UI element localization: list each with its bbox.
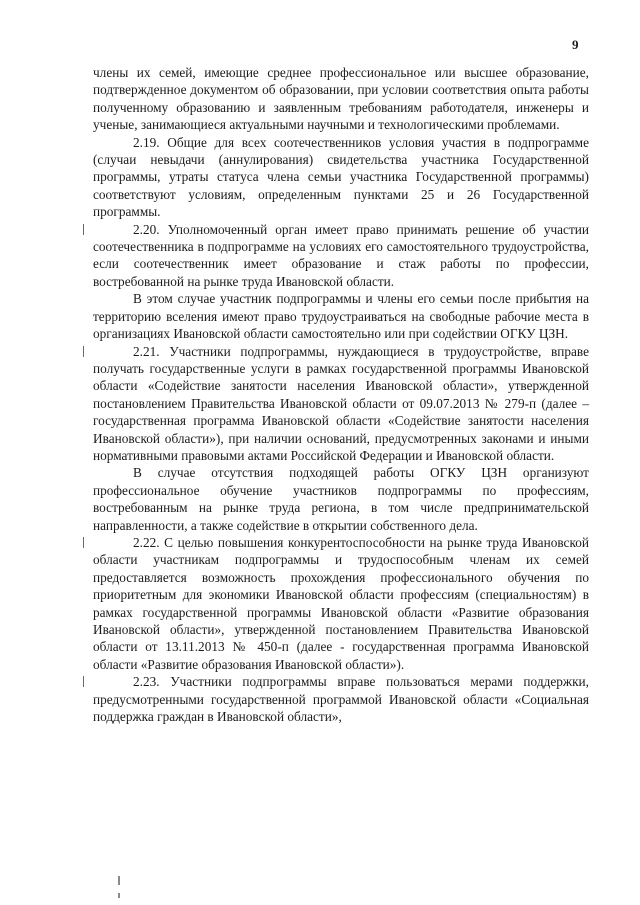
margin-mark xyxy=(83,537,84,548)
paragraph-2-21-continued: В случае отсутствия подходящей работы ОГКУ ЦЗН организуют профессиональное обучение участников подпрограммы по профессиям, востребованным на рынке труда региона, в том числе предпринимательской направленности, а также содействие в открытии собственного дела. xyxy=(93,465,589,533)
paragraph-2-20-continued: В этом случае участник подпрограммы и члены его семьи после прибытия на территорию вселения имеют право трудоустраиваться на свободные рабочие места в организациях Ивановской области самостоятельно или при содействии ОГКУ ЦЗН. xyxy=(93,291,589,342)
paragraph-2-21-wrapper xyxy=(93,343,589,465)
paragraph-2-20: 2.20. Уполномоченный орган имеет право принимать решение об участии соотечественника в подпрограмме на условиях его самостоятельного трудоустройства, если соотечественник имеет образование и стаж работы по профессии, востребованной на рынке труда Ивановской области. xyxy=(93,221,589,289)
page-number: 9 xyxy=(572,37,579,52)
paragraph-2-20-wrapper xyxy=(93,221,589,291)
paragraph-2-23: 2.23. Участники подпрограммы вправе пользоваться мерами поддержки, предусмотренными государственной программой Ивановской области «Социальная поддержка граждан в Ивановской области», xyxy=(93,674,589,725)
margin-mark xyxy=(118,893,120,898)
paragraph-2-21: 2.21. Участники подпрограммы, нуждающиеся в трудоустройстве, вправе получать государственные услуги в рамках государственной программы Ивановской области «Содействие занятости населения Ивановской области», утвержденной постановлением Правительства Ивановской области от 09.07.2013 № 279-п (далее – государственная программа Ивановской области «Содействие занятости населения Ивановской области»), при наличии оснований, предусмотренных законами и иными нормативными правовыми актами Российской Федерации и Ивановской области. xyxy=(93,343,589,463)
paragraph-continuation: члены их семей, имеющие среднее профессиональное или высшее образование, подтвержденное документом об образовании, при условии соответствия опыта работы полученному образованию и заявленным требованиям работодателя, инженеры и ученые, занимающиеся актуальными научными и технологическими проблемами. xyxy=(93,65,589,133)
paragraph-2-23-wrapper xyxy=(93,673,589,725)
paragraph-2-19: 2.19. Общие для всех соотечественников условия участия в подпрограмме (случаи невыдачи (аннулирования) свидетельства участника Государственной программы, утраты статуса члена семьи участника Государственной программы) соответствуют условиям, определенным пунктами 25 и 26 Государственной программы. xyxy=(93,134,589,220)
margin-mark xyxy=(83,346,84,357)
margin-mark xyxy=(83,224,84,235)
paragraph-2-22-wrapper xyxy=(93,534,589,673)
document-body xyxy=(93,64,589,725)
margin-mark xyxy=(83,676,84,687)
margin-mark xyxy=(118,876,120,885)
paragraph-2-22: 2.22. С целью повышения конкурентоспособности на рынке труда Ивановской области участникам подпрограммы и трудоспособным членам их семей предоставляется возможность прохождения профессионального обучения по приоритетным для экономики Ивановской области профессиям (специальностям) в рамках государственной программы Ивановской области «Развитие образования Ивановской области», утвержденной постановлением Правительства Ивановской области от 13.11.2013 № 450-п (далее - государственная программа Ивановской области «Развитие образования Ивановской области»). xyxy=(93,534,589,672)
